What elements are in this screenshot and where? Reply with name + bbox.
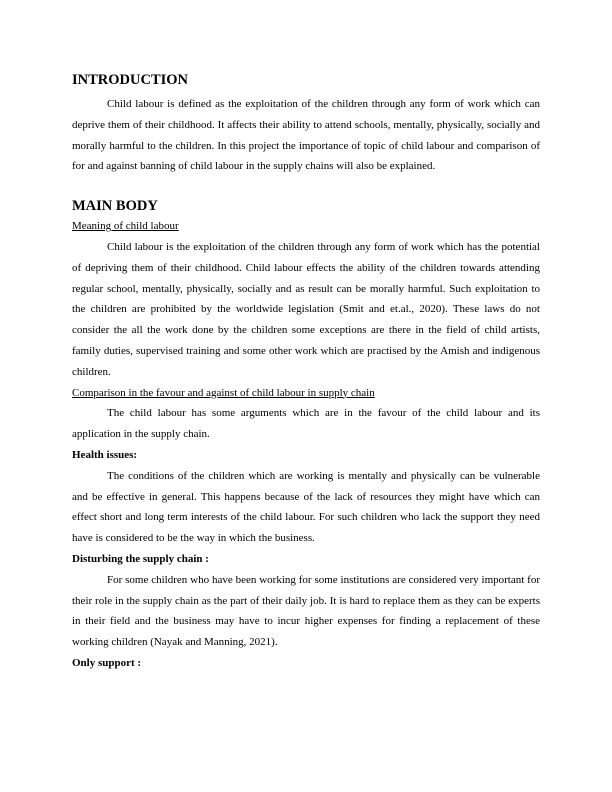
health-issues-paragraph: The conditions of the children which are working is mentally and physically can be vulnerable and be effective in general. This happens because of the lack of resources they might have which can effect short and long term interests of the child labour. For such children who lack the support they need have is considered to be the way in which the business. [72,469,540,545]
comparison-paragraph: The child labour has some arguments which are in the favour of the child labour and its application in the supply chain. [72,407,540,441]
meaning-subheading: Meaning of child labour [72,220,179,233]
supply-chain-heading: Disturbing the supply chain : [72,552,209,565]
document-page [72,70,540,674]
comparison-subheading: Comparison in the favour and against of child labour in supply chain [72,386,375,399]
health-issues-heading: Health issues: [72,448,138,461]
only-support-heading: Only support : [72,656,142,669]
supply-chain-paragraph: For some children who have been working for some institutions are considered very important for their role in the supply chain as the part of their daily job. It is hard to replace them as they can be experts in their field and the business may have to incur higher expenses for finding a replacement of these working children (Nayak and Manning, 2021). [72,573,540,649]
meaning-paragraph: Child labour is the exploitation of the children through any form of work which has the potential of depriving them of their childhood. Child labour effects the ability of the children towards attending regular school, mentally, physically, socially and as result can be morally harmful. Such exploitation to the children are prohibited by the worldwide legislation (Smit and et.al., 2020). These laws do not consider the all the work done by the children some exceptions are there in the field of child artists, family duties, supervised training and some other work which are practised by the Amish and indigenous children. [72,240,540,378]
introduction-heading: INTRODUCTION [72,72,189,88]
main-body-heading: MAIN BODY [72,198,158,215]
introduction-paragraph: Child labour is defined as the exploitation of the children through any form of work which can deprive them of their childhood. It affects their ability to attend schools, mentally, physically, socially and morally harmful to the children. In this project the importance of topic of child labour and comparison of for and against banning of child labour in the supply chains will also be explained. [72,98,540,173]
